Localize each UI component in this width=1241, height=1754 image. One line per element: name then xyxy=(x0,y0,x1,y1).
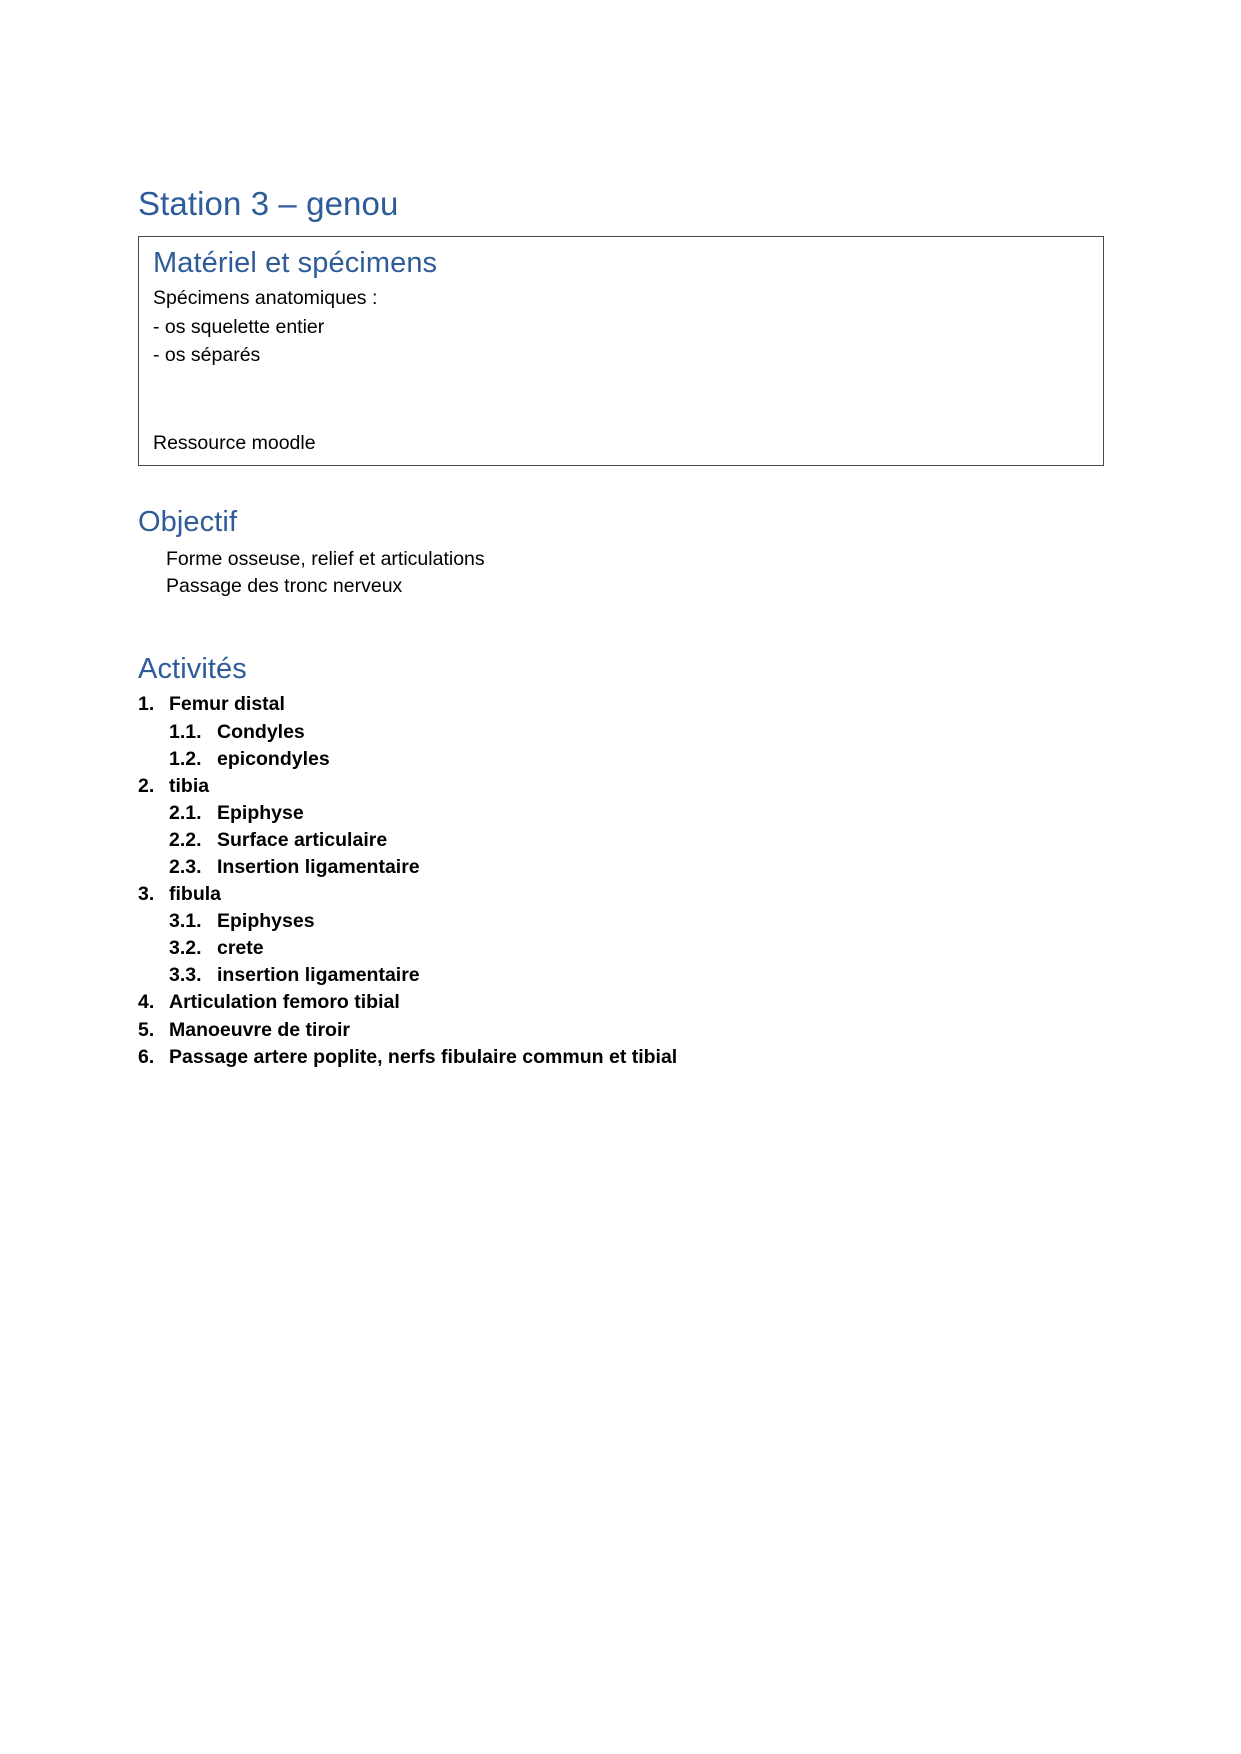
activites-subitem xyxy=(138,827,1104,854)
material-line-specimens: Spécimens anatomiques : xyxy=(153,287,378,310)
activites-subitem xyxy=(138,800,1104,827)
material-specimens-box xyxy=(138,236,1104,466)
activites-subitem-label: Condyles xyxy=(217,720,305,743)
activites-item-number: 1. xyxy=(138,693,155,716)
activites-subitem-label: epicondyles xyxy=(217,747,330,770)
activites-item-number: 3. xyxy=(138,883,155,906)
activites-section xyxy=(138,653,1104,1071)
activites-item-number: 2. xyxy=(138,774,155,797)
activites-item xyxy=(138,881,1104,908)
activites-subitem-number: 2.2. xyxy=(169,828,202,851)
activites-list xyxy=(138,691,1104,1070)
activites-subitem-number: 2.1. xyxy=(169,801,202,824)
activites-subitem-label: Epiphyse xyxy=(217,801,304,824)
material-resource-moodle: Ressource moodle xyxy=(153,432,316,455)
material-line-skeleton: - os squelette entier xyxy=(153,315,325,338)
activites-subitem xyxy=(138,854,1104,881)
page-title: Station 3 – genou xyxy=(138,185,399,222)
objectif-heading: Objectif xyxy=(138,506,238,539)
activites-item-label: Femur distal xyxy=(169,693,285,716)
activites-heading: Activités xyxy=(138,653,247,686)
activites-subitem-number: 3.3. xyxy=(169,964,202,987)
activites-item xyxy=(138,1044,1104,1071)
activites-item xyxy=(138,1017,1104,1044)
activites-item-number: 4. xyxy=(138,991,155,1014)
objectif-section xyxy=(138,506,1104,601)
activites-subitem xyxy=(138,746,1104,773)
activites-subitem-label: crete xyxy=(217,937,264,960)
activites-subitem-number: 3.2. xyxy=(169,937,202,960)
objectif-item-bone-form: Forme osseuse, relief et articulations xyxy=(166,547,485,570)
activites-subitem xyxy=(138,935,1104,962)
document-content xyxy=(138,185,1104,1071)
activites-item xyxy=(138,773,1104,800)
activites-item-label: tibia xyxy=(169,774,210,797)
activites-item xyxy=(138,691,1104,718)
activites-subitem-label: Epiphyses xyxy=(217,910,315,933)
material-line-separated-bones: - os séparés xyxy=(153,343,261,366)
material-section-heading: Matériel et spécimens xyxy=(153,246,438,279)
activites-subitem-label: insertion ligamentaire xyxy=(217,964,420,987)
material-box-spacer xyxy=(153,369,1089,429)
activites-subitem xyxy=(138,962,1104,989)
activites-subitem-number: 2.3. xyxy=(169,855,202,878)
activites-subitem-label: Surface articulaire xyxy=(217,828,388,851)
activites-subitem-number: 1.1. xyxy=(169,720,202,743)
activites-subitem xyxy=(138,719,1104,746)
activites-subitem xyxy=(138,908,1104,935)
activites-subitem-number: 1.2. xyxy=(169,747,202,770)
activites-item-number: 5. xyxy=(138,1018,155,1041)
activites-item-label: fibula xyxy=(169,883,221,906)
activites-subitem-number: 3.1. xyxy=(169,910,202,933)
objectif-list xyxy=(138,546,1104,601)
activites-item-label: Passage artere poplite, nerfs fibulaire commun et tibial xyxy=(169,1045,678,1068)
objectif-item-nerve-passage: Passage des tronc nerveux xyxy=(166,575,403,598)
activites-subitem-label: Insertion ligamentaire xyxy=(217,855,420,878)
activites-item-label: Articulation femoro tibial xyxy=(169,991,400,1014)
activites-item-number: 6. xyxy=(138,1045,155,1068)
activites-item xyxy=(138,989,1104,1016)
activites-item-label: Manoeuvre de tiroir xyxy=(169,1018,350,1041)
